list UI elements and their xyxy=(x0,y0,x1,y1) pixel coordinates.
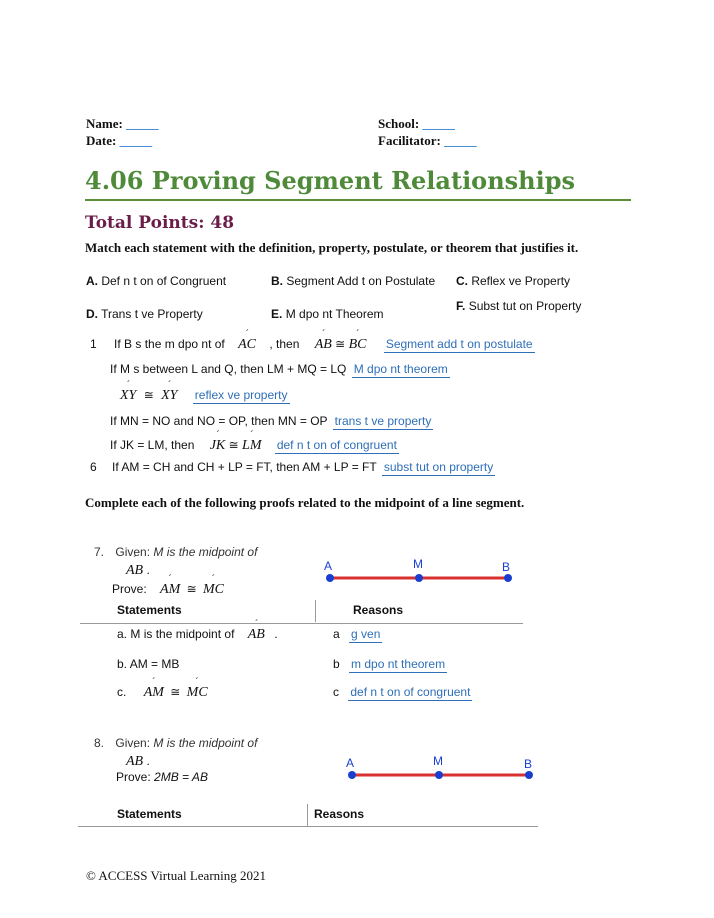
proof7-reason-a: a g ven xyxy=(333,627,381,641)
proof7-prove: Prove: ´ AM ≅ ´ MC xyxy=(112,582,224,598)
proof8-prove: Prove: 2MB = AB xyxy=(116,770,208,784)
footer-copyright: © ACCESS Virtual Learning 2021 xyxy=(86,868,267,883)
match-item-6: 6 If AM = CH and CH + LP = FT, then AM + LP = FT subst tut on property xyxy=(90,460,494,474)
facilitator-row xyxy=(378,133,477,149)
point-a xyxy=(326,574,334,582)
answer-field-5[interactable]: def n t on of congruent xyxy=(276,438,397,452)
option-b: B. Segment Add t on Postulate xyxy=(271,274,436,288)
answer-field-3[interactable]: reflex ve property xyxy=(194,388,288,402)
point-m xyxy=(415,574,423,582)
proof7-statement-a: a. M is the midpoint of ´ AB . xyxy=(117,627,278,643)
proof7-reason-a-field[interactable]: g ven xyxy=(351,627,381,641)
option-a: A. Def n t on of Congruent xyxy=(86,274,227,288)
date-label: Date: xyxy=(86,133,117,148)
option-f: F. Subst tut on Property xyxy=(456,299,582,313)
segment-ab-given-8: ´ AB xyxy=(126,754,143,769)
point-b xyxy=(525,771,533,779)
facilitator-field[interactable]: _____ xyxy=(444,133,477,148)
name-row xyxy=(86,116,159,132)
name-field[interactable]: _____ xyxy=(126,116,159,131)
proof7-given: 7. Given: M is the midpoint of xyxy=(94,545,258,559)
segment-ab-given: ´ AB xyxy=(126,563,143,578)
school-row xyxy=(378,116,455,132)
option-c: C. Reflex ve Property xyxy=(456,274,571,288)
proof7-statements-header: Statements xyxy=(117,603,182,617)
proof7-reason-c: c def n t on of congruent xyxy=(333,685,471,699)
match-item-2: If M s between L and Q, then LM + MQ = LQ M dpo nt theorem xyxy=(110,362,448,376)
total-points: Total Points: 48 xyxy=(85,213,235,233)
segment-xy-2: ´ XY xyxy=(161,388,177,403)
point-b xyxy=(504,574,512,582)
answer-field-6[interactable]: subst tut on property xyxy=(383,460,494,474)
proof7-table-rule xyxy=(80,623,523,624)
label-a: A xyxy=(324,559,333,573)
label-m: M xyxy=(413,557,423,571)
proof8-table-rule xyxy=(78,826,538,827)
proof7-given-seg: ´ AB . xyxy=(126,563,150,579)
point-a xyxy=(348,771,356,779)
proof7-reason-b: b m dpo nt theorem xyxy=(333,657,446,671)
proof7-statement-c: c. ´ AM ≅ ´ MC xyxy=(117,685,208,701)
proof7-reasons-header: Reasons xyxy=(353,603,404,617)
segment-xy: ´ XY xyxy=(120,388,136,403)
segment-ab: ´ AB xyxy=(315,337,332,352)
option-d: D. Trans t ve Property xyxy=(86,307,203,321)
label-m: M xyxy=(433,754,443,768)
proof7-column-divider xyxy=(315,600,316,622)
proof8-given-seg: ´ AB . xyxy=(126,754,150,770)
label-a: A xyxy=(346,756,355,770)
school-label: School: xyxy=(378,116,420,131)
label-b: B xyxy=(502,560,511,574)
title-rule xyxy=(85,199,631,201)
answer-field-2[interactable]: M dpo nt theorem xyxy=(353,362,448,376)
proof7-diagram xyxy=(318,555,528,591)
answer-field-1[interactable]: Segment add t on postulate xyxy=(385,337,533,351)
option-e: E. M dpo nt Theorem xyxy=(271,307,384,321)
segment-ac: ´ AC xyxy=(238,337,256,352)
school-field[interactable]: _____ xyxy=(422,116,455,131)
match-item-4: If MN = NO and NO = OP, then MN = OP trans t ve property xyxy=(110,414,432,428)
proof7-reason-c-field[interactable]: def n t on of congruent xyxy=(350,685,471,699)
segment-bc: ´ BC xyxy=(349,337,367,352)
matching-instruction: Match each statement with the definition, property, postulate, or theorem that justifies it. xyxy=(85,240,579,255)
facilitator-label: Facilitator: xyxy=(378,133,441,148)
proof7-reason-b-field[interactable]: m dpo nt theorem xyxy=(351,657,446,671)
proofs-instruction: Complete each of the following proofs related to the midpoint of a line segment. xyxy=(85,495,525,510)
proof8-given: 8. Given: M is the midpoint of xyxy=(94,736,258,750)
proof8-column-divider xyxy=(307,804,308,826)
match-item-3: ´ XY ≅ ´ XY reflex ve property xyxy=(120,388,290,404)
proof8-statements-header: Statements xyxy=(117,807,182,821)
date-field[interactable]: _____ xyxy=(119,133,153,148)
point-m xyxy=(435,771,443,779)
match-item-5: If JK = LM, then ´ JK ≅ ´ LM def n t on of congruent xyxy=(110,438,399,454)
page-title: 4.06 Proving Segment Relationships xyxy=(85,166,576,195)
segment-jk: ´ JK xyxy=(210,438,226,453)
proof8-reasons-header: Reasons xyxy=(314,807,365,821)
date-row xyxy=(86,133,152,149)
proof8-diagram xyxy=(340,752,540,786)
name-label: Name: xyxy=(86,116,123,131)
match-item-1: 1 If B s the m dpo nt of ´ AC , then ´ AB ≅ ´ BC Segment add t on postulate xyxy=(90,337,535,353)
answer-field-4[interactable]: trans t ve property xyxy=(334,414,432,428)
segment-lm: ´ LM xyxy=(242,438,261,453)
label-b: B xyxy=(524,757,533,771)
proof7-statement-b: b. AM = MB xyxy=(117,657,180,671)
